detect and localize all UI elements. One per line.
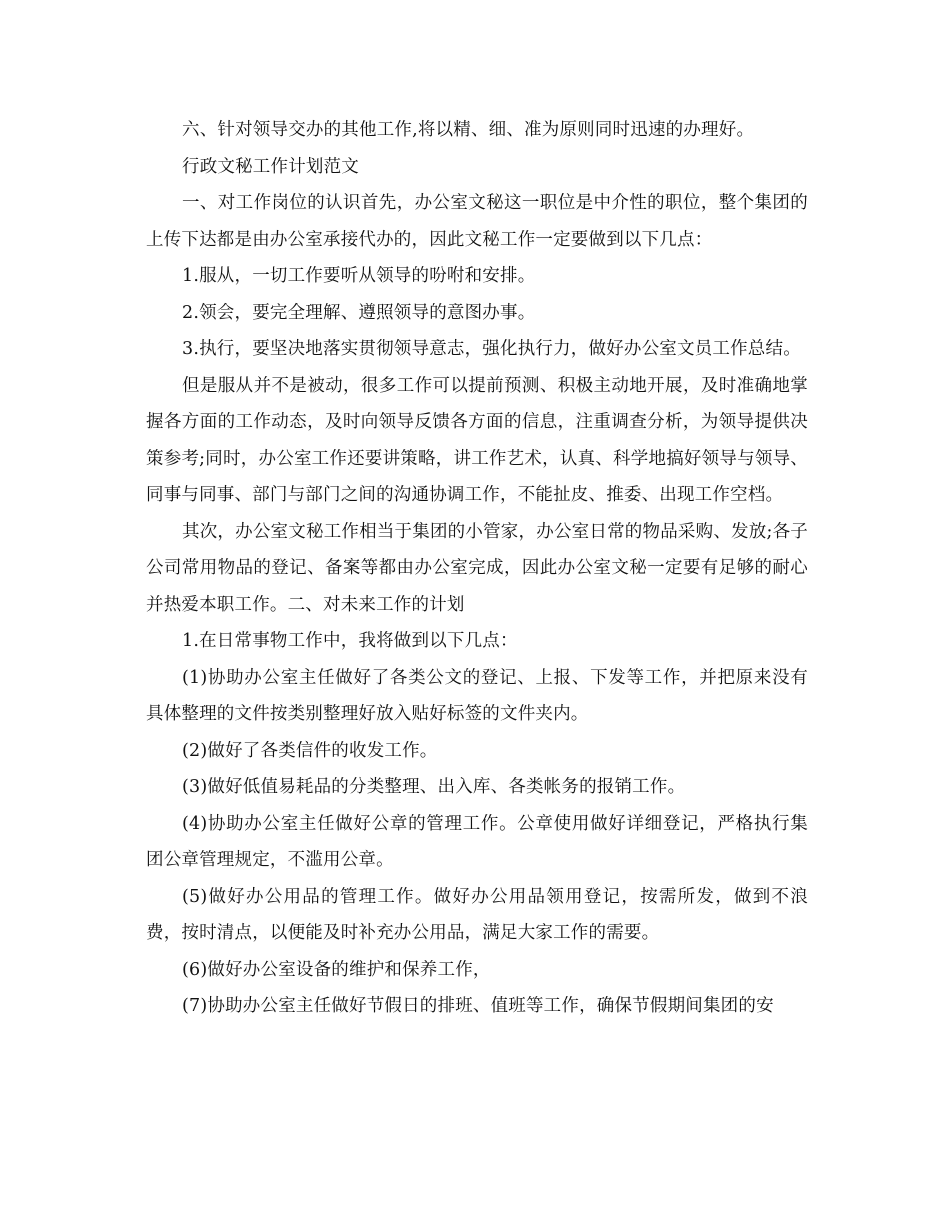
list-item-obey: 1.服从，一切工作要听从领导的吩咐和安排。 — [182, 266, 536, 286]
sublist-item-3: (3)做好低值易耗品的分类整理、出入库、各类帐务的报销工作。 — [182, 777, 686, 797]
sublist-item-6: (6)做好办公室设备的维护和保养工作， — [182, 959, 491, 980]
sublist-item-1: (1)协助办公室主任做好了各类公文的登记、上报、下发等工作，并把原来没有具体整理的文件按类别整理好放入贴好标签的文件夹内。 — [146, 667, 808, 724]
document-page — [146, 112, 808, 1025]
sublist-item-4: (4)协助办公室主任做好公章的管理工作。公章使用做好详细登记，严格执行集团公章管理规定，不滥用公章。 — [146, 813, 808, 870]
paragraph-initiative: 但是服从并不是被动，很多工作可以提前预测、积极主动地开展，及时准确地掌握各方面的工作动态，及时向领导反馈各方面的信息，注重调查分析，为领导提供决策参考;同时，办公室工作还要讲策略，讲工作艺术，认真、科学地搞好领导与领导、同事与同事、部门与部门之间的沟通协调工作，不能扯皮、推委、出现工作空档。 — [146, 375, 808, 505]
paragraph-job-understanding: 一、对工作岗位的认识首先，办公室文秘这一职位是中介性的职位，整个集团的上传下达都是由办公室承接代办的，因此文秘工作一定要做到以下几点： — [146, 193, 808, 250]
list-item-execute: 3.执行，要坚决地落实贯彻领导意志，强化执行力，做好办公室文员工作总结。 — [182, 339, 801, 359]
list-item-daily-affairs: 1.在日常事物工作中，我将做到以下几点： — [182, 631, 518, 651]
list-item-comprehend: 2.领会，要完全理解、遵照领导的意图办事。 — [182, 302, 536, 323]
paragraph-housekeeper: 其次，办公室文秘工作相当于集团的小管家，办公室日常的物品采购、发放;各子公司常用物品的登记、备案等都由办公室完成，因此办公室文秘一定要有足够的耐心并热爱本职工作。二、对未来工作的计划 — [146, 521, 808, 615]
paragraph-item-6: 六、针对领导交办的其他工作,将以精、细、准为原则同时迅速的办理好。 — [182, 120, 755, 140]
section-title: 行政文秘工作计划范文 — [182, 156, 359, 177]
sublist-item-5: (5)做好办公用品的管理工作。做好办公用品领用登记，按需所发，做到不浪费，按时清点，以便能及时补充办公用品，满足大家工作的需要。 — [146, 886, 808, 943]
sublist-item-2: (2)做好了各类信件的收发工作。 — [182, 740, 438, 761]
sublist-item-7: (7)协助办公室主任做好节假日的排班、值班等工作，确保节假期间集团的安 — [182, 996, 774, 1016]
